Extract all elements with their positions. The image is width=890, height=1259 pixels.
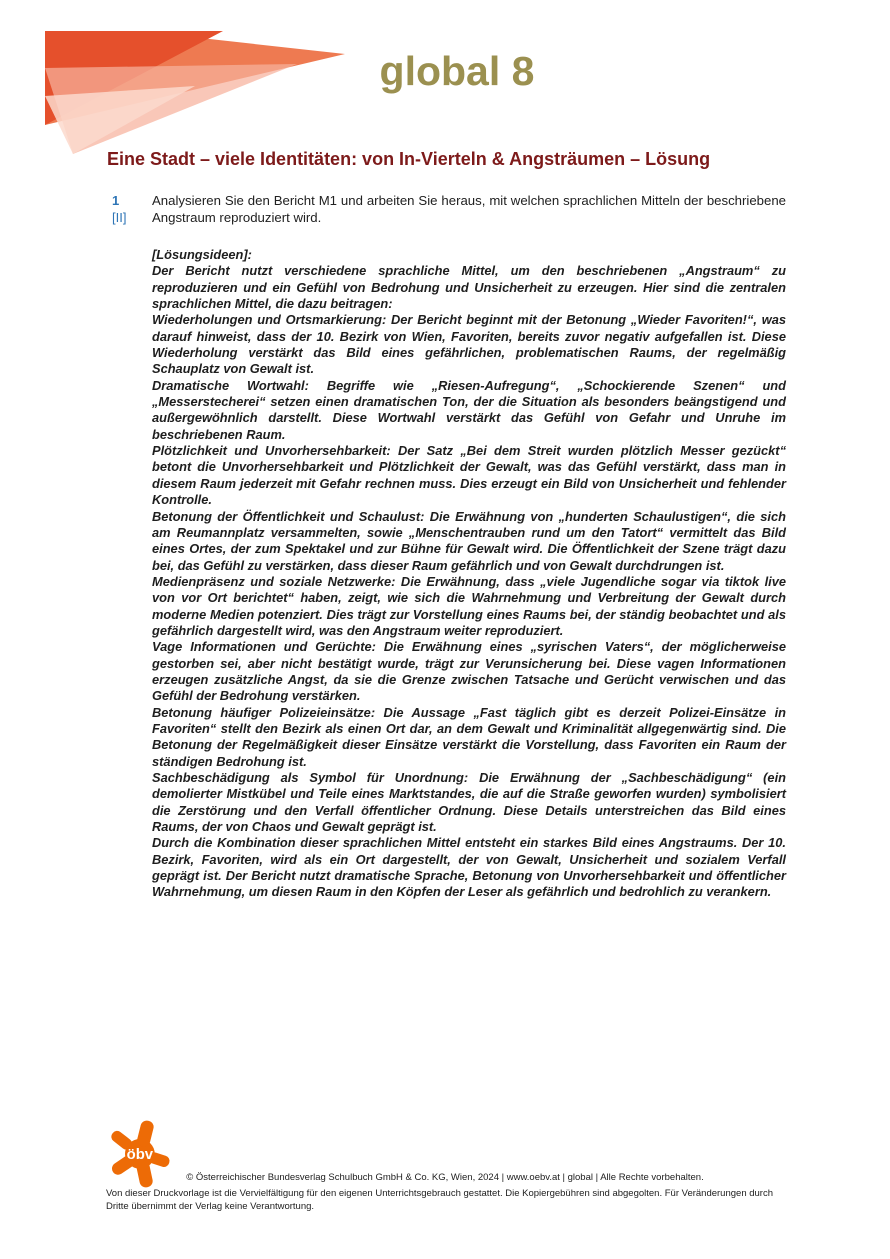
solution-paragraph: Betonung der Öffentlichkeit und Schaulust: Die Erwähnung von „hunderten Schaulustigen“, die sich am Reumannplatz versammelten, sowie „Menschentrauben rund um den Tatort“ vermittelt das Bild eines Ortes, der zum Spektakel und zur Bühne für Gewalt wird. Die Öffentlichkeit der Szene trägt dazu bei, das Gefühl zu verstärken, dass dieser Raum gefährlich und von Gewalt durchdrungen ist. (152, 508, 786, 573)
solution-paragraph: Der Bericht nutzt verschiedene sprachliche Mittel, um den beschriebenen „Angstraum“ zu reproduzieren und ein Gefühl von Bedrohung und Unsicherheit zu erzeugen. Hier sind die zentralen sprachlichen Mittel, die dazu beitragen: (152, 263, 786, 312)
solution-paragraph: Vage Informationen und Gerüchte: Die Erwähnung eines „syrischen Vaters“, der möglicherweise gestorben sei, aber nicht bestätigt wurde, trägt zur Verunsicherung bei. Diese vagen Informationen erzeugen zusätzliche Angst, da sie die Grenze zwischen Tatsache und Gerücht verwischen und das Gefühl der Bedrohung verstärken. (152, 639, 786, 704)
task-instruction-text: Analysieren Sie den Bericht M1 und arbeiten Sie heraus, mit welchen sprachlichen Mitteln der beschriebene Angstraum reproduziert wird. (152, 193, 786, 225)
solution-paragraph: Plötzlichkeit und Unvorhersehbarkeit: Der Satz „Bei dem Streit wurden plötzlich Messer gezückt“ betont die Unvorhersehbarkeit und Plötzlichkeit der Gewalt, was das Gefühl verstärkt, dass man in diesem Raum jederzeit mit Gefahr rechnen muss. Dies erzeugt ein Bild von Unsicherheit und fehlender Kontrolle. (152, 443, 786, 508)
task-marker (112, 192, 152, 226)
page-title: Eine Stadt – viele Identitäten: von In-Vierteln & Angsträumen – Lösung (107, 149, 711, 169)
solution-paragraph: Durch die Kombination dieser sprachlichen Mittel entsteht ein starkes Bild eines Angstraums. Der 10. Bezirk, Favoriten, wird als ein Ort dargestellt, der von Gewalt, Unsicherheit und sozialem Verfall geprägt ist. Der Bericht nutzt dramatische Sprache, Betonung von Unvorhersehbarkeit und öffentlicher Wahrnehmung, um diesen Raum in den Köpfen der Leser als gefährlich und bedrohlich zu verankern. (152, 835, 786, 900)
solution-paragraph: Sachbeschädigung als Symbol für Unordnung: Die Erwähnung der „Sachbeschädigung“ (ein demolierter Mistkübel und Teile eines Marktstandes, die auf die Straße geworfen wurden) symbolisiert die Zerstörung und den Verfall öffentlicher Ordnung. Diese Details unterstreichen das Bild eines Raums, der von Chaos und Gewalt geprägt ist. (152, 770, 786, 835)
solution-paragraph: Wiederholungen und Ortsmarkierung: Der Bericht beginnt mit der Betonung „Wieder Favoriten!“, was darauf hinweist, dass der 10. Bezirk von Wien, Favoriten, bereits zuvor negativ aufgefallen ist. Diese Wiederholung verstärkt das Bild eines gefährlichen, problematischen Raums, der regelmäßig Schauplatz von Gewalt ist. (152, 312, 786, 377)
legal-notice: Von dieser Druckvorlage ist die Vervielfältigung für den eigenen Unterrichtsgebrauch gestattet. Die Kopiergebühren sind abgegolten. Für Veränderungen durch Dritte übernimmt der Verlag keine Verantwortung. (106, 1188, 774, 1213)
solution-paragraph: Dramatische Wortwahl: Begriffe wie „Riesen-Aufregung“, „Schockierende Szenen“ und „Messerstecherei“ setzen einen dramatischen Ton, der die Situation als besonders beängstigend und außergewöhnlich darstellt. Diese Wortwahl verstärkt das Gefühl von Gefahr und Unruhe im beschriebenen Raum. (152, 377, 786, 442)
solution-intro-label: [Lösungsideen]: (152, 247, 252, 262)
book-title: global 8 (379, 48, 535, 94)
solution-paragraph: Betonung häufiger Polizeieinsätze: Die Aussage „Fast täglich gibt es derzeit Polizei-Einsätze in Favoriten“ stellt den Bezirk als einen Ort dar, an dem Gewalt und Kriminalität allgegenwärtig sind. Die Betonung der Regelmäßigkeit dieser Einsätze verstärkt die Vorstellung, dass Favoriten ein Raum der ständigen Bedrohung ist. (152, 704, 786, 769)
task-row (112, 192, 786, 226)
task-number: 1 (112, 193, 120, 208)
solution-block (152, 247, 786, 901)
oebv-logo-text: öbv (126, 1147, 154, 1164)
solution-paragraph: Medienpräsenz und soziale Netzwerke: Die Erwähnung, dass „viele Jugendliche sogar via tiktok live von vor Ort berichtet“ haben, zeigt, wie sich die Wahrnehmung und Verbreitung der Gewalt durch moderne Medien potenziert. Dies trägt zur Vorstellung eines Raums bei, der ständig beobachtet und als gefährlich dargestellt wird, was den Angstraum weiter reproduziert. (152, 573, 786, 638)
copyright-line: © Österreichischer Bundesverlag Schulbuch GmbH & Co. KG, Wien, 2024 | www.oebv.at | global | Alle Rechte vorbehalten. (186, 1172, 704, 1183)
task-difficulty-level: [II] (112, 210, 127, 225)
